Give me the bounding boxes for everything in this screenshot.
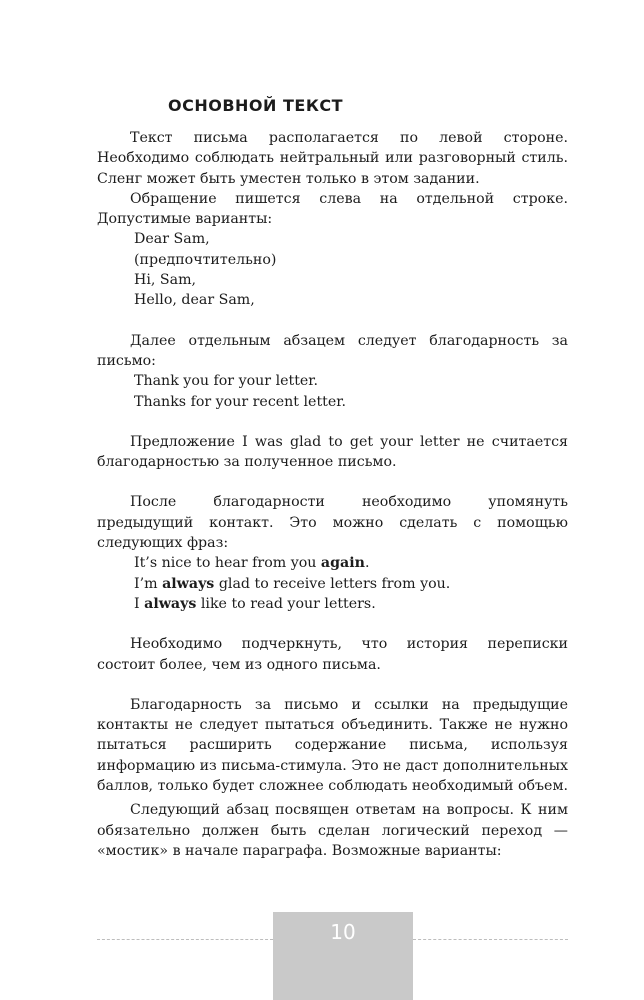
paragraph-letter-layout: Текст письма располагается по левой стороне. Необходимо соблюдать нейтральный или разговорный стиль. Сленг может быть уместен только в этом задании. xyxy=(97,130,568,187)
phrase-emphasis: always xyxy=(162,575,215,592)
phrase-text: glad to receive letters from you. xyxy=(214,575,451,592)
paragraph-correspondence: Необходимо подчеркнуть, что история переписки состоит более, чем из одного письма. xyxy=(97,636,568,673)
phrase-text: I’m xyxy=(134,575,163,592)
paragraph-greeting: Обращение пишется слева на отдельной строке. Допустимые варианты: xyxy=(97,190,568,228)
body-text xyxy=(97,128,568,861)
phrase-text: like to read your letters. xyxy=(196,595,376,612)
phrase-emphasis: again xyxy=(320,555,365,572)
contact-phrase xyxy=(97,553,568,573)
page-number-box xyxy=(273,912,413,1000)
greeting-example: Dear Sam, xyxy=(134,231,210,248)
page-number: 10 xyxy=(330,920,356,944)
greeting-example: Hi, Sam, xyxy=(134,272,197,289)
contact-phrase xyxy=(97,594,568,614)
phrase-text: It’s nice to hear from you xyxy=(134,555,321,572)
thanks-example: Thanks for your recent letter. xyxy=(134,393,346,410)
paragraph-do-not-combine: Благодарность за письмо и ссылки на предыдущие контакты не следует пытаться объединить. Также не нужно пытаться расширить содержание письма, используя информацию из письма-стимула. Это не даст дополнительных баллов, только будет сложнее соблюдать необходимый объем. xyxy=(97,696,568,795)
paragraph-previous-contact: После благодарности необходимо упомянуть предыдущий контакт. Это можно сделать с помощью следующих фраз: xyxy=(97,494,568,552)
phrase-text: I xyxy=(134,595,145,612)
greeting-example: Hello, dear Sam, xyxy=(134,292,255,309)
greeting-example: (предпочтительно) xyxy=(134,251,277,268)
paragraph-answers: Следующий абзац посвящен ответам на вопросы. К ним обязательно должен быть сделан логический переход — «мостик» в начале параграфа. Возможные варианты: xyxy=(97,802,568,859)
phrase-emphasis: always xyxy=(144,595,197,612)
phrase-text: . xyxy=(364,555,370,572)
paragraph-thanks: Далее отдельным абзацем следует благодарность за письмо: xyxy=(97,332,568,369)
paragraph-glad-note: Предложение I was glad to get your letter не считается благодарностью за полученное письмо. xyxy=(97,433,568,471)
footer-dashed-line-right xyxy=(413,939,568,940)
contact-phrase xyxy=(97,574,568,594)
footer-dashed-line-left xyxy=(97,939,273,940)
section-heading: ОСНОВНОЙ ТЕКСТ xyxy=(168,96,344,115)
thanks-example: Thank you for your letter. xyxy=(134,373,319,390)
